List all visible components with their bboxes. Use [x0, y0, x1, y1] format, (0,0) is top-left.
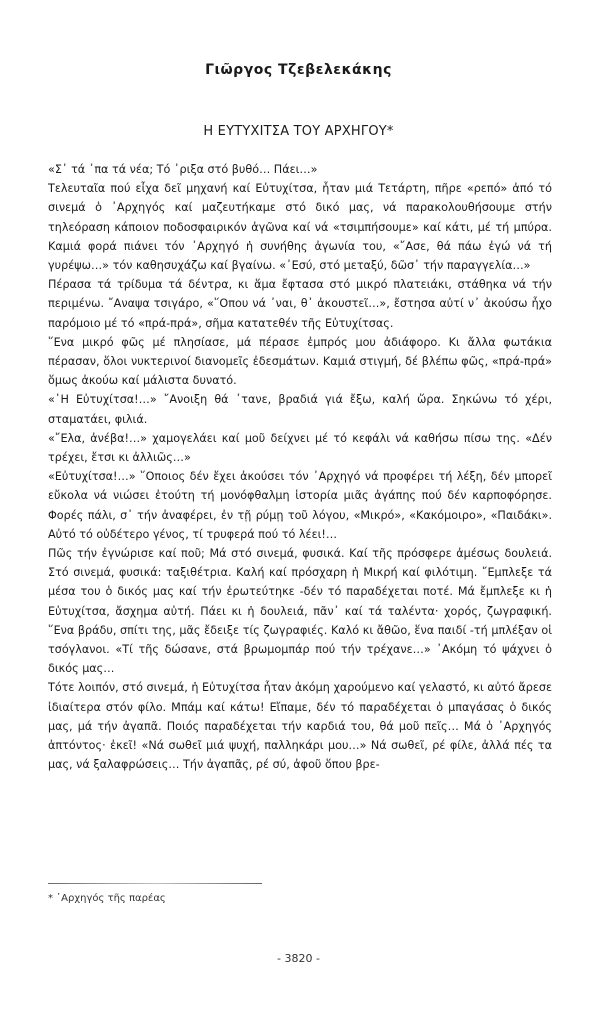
paragraph: Τότε λοιπόν, στό σινεμά, ἡ Εὐτυχίτσα ἦταν ἀκόμη χαρούμενο καί γελαστό, κι αὐτό ἄρεσε ἰδιαίτερα στόν φίλο. Μπάμ καί κάτω! Εἴπαμε, δέν τό παραδέχεται ὁ μπαγάσας ὁ δικός μας, μά τήν ἀγαπᾶ. Ποιός παραδέχεται τήν καρδιά του, θά μοῦ πεῖς… Μά ὁ ᾽Αρχηγός ἀπτόντος· ἐκεῖ! «Νά σωθεῖ μιά ψυχή, παλληκάρι μου…» Νά σωθεῖ, ρέ φίλε, ἀλλά πές τα μας, νά ξαλαφρώσεις… Τήν ἀγαπᾶς, ρέ σύ, ἀφοῦ ὅπου βρε- [48, 681, 552, 772]
paragraph: «῎Ελα, ἀνέβα!…» χαμογελάει καί μοῦ δείχνει μέ τό κεφάλι νά καθήσω πίσω της. «Δέν τρέχει, ἔτσι κι ἀλλιῶς…» [48, 431, 552, 465]
footnote-divider [48, 883, 262, 884]
paragraph: Πῶς τήν ἐγνώρισε καί ποῦ; Μά στό σινεμά, φυσικά. Καί τῆς πρόσφερε ἀμέσως δουλειά. Στό σινεμά, φυσικά: ταξιθέτρια. Καλή καί πρόσχαρη ἡ Μικρή καί φιλότιμη. ῎Εμπλεξε τά μέσα του ὁ δικός μας καί τήν ἐρωτεύτηκε -δέν τό παραδέχεται ποτέ. Μά ἔμπλεξε κι ἡ Εὐτυχίτσα, ἄσχημα αὐτή. Πάει κι ἡ δουλειά, πᾶν᾽ καί τά ταλέντα· χορός, ζωγραφική. ῞Ενα βράδυ, σπίτι της, μᾶς ἔδειξε τίς ζωγραφιές. Καλό κι ἄθῶο, ἕνα παιδί -τή μπλέξαν οἱ τσόγλανοι. «Τί τῆς δώσανε, στά βρωμομπάρ πού τήν τρέχανε…» ᾽Ακόμη τό ψάχνει ὁ δικός μας… [48, 547, 552, 676]
paragraph: «Εὐτυχίτσα!…» ῞Οποιος δέν ἔχει ἀκούσει τόν ᾽Αρχηγό νά προφέρει τή λέξη, δέν μπορεῖ εὔκολα νά νιώσει ἐτούτη τή μονόφθαλμη ἱστορία μιᾶς ἀγάπης πού δέν καρποφόρησε. Φορές πάλι, σ᾽ τήν ἀναφέρει, ἐν τῇ ρύμῃ τοῦ λόγου, «Μικρό», «Κακόμοιρο», «Παιδάκι». Αὐτό τό οὐδέτερο γένος, τί τρυφερά πού τό λέει!… [48, 470, 552, 541]
story-body [48, 160, 552, 775]
paragraph: ῞Ενα μικρό φῶς μέ πλησίασε, μά πέρασε ἐμπρός μου ἀδιάφορο. Κι ἄλλα φωτάκια πέρασαν, ὅλοι νυκτερινοί διανομεῖς ἐδεσμάτων. Καμιά στιγμή, δέ βλέπω φῶς, «πρά-πρά» ὅμως ἀκούω καί μάλιστα δυνατό. [48, 335, 552, 388]
paragraph: «Σ᾽ τά ᾽πα τά νέα; Τό ᾽ριξα στό βυθό… Πάει…» [48, 163, 318, 176]
story-title: Η ΕΥΤΥΧΙΤΣΑ ΤΟΥ ΑΡΧΗΓΟΥ* [203, 124, 394, 139]
footnote: * ᾽Αρχηγός τῆς παρέας [48, 893, 166, 904]
author-name: Γιῶργος Τζεβελεκάκης [205, 62, 392, 78]
page-number: - 3820 - [277, 952, 320, 965]
paragraph: Πέρασα τά τρίδυμα τά δέντρα, κι ἅμα ἔφτασα στό μικρό πλατειάκι, στάθηκα νά τήν περιμένω. ῎Αναψα τσιγάρο, «῞Οπου νά ᾽ναι, θ᾽ ἀκουστεῖ…», ἔστησα αὐτί ν᾽ ἀκούσω ἦχο παρόμοιο μέ τό «πρά-πρά», σῆμα κατατεθέν τῆς Εὐτυχίτσας. [48, 278, 552, 330]
paragraph: Τελευταῖα πού εἶχα δεῖ μηχανή καί Εὐτυχίτσα, ἦταν μιά Τετάρτη, πῆρε «ρεπό» ἀπό τό σινεμά ὁ ᾽Αρχηγός καί μαζευτήκαμε στό δικό μας, νά παρακολουθήσουμε στήν τηλεόραση κάποιον ποδοσφαιρικόν ἀγῶνα καί νά «τσιμπήσουμε» καί κάτι, μέ τή μπύρα. Καμιά φορά πιάνει τόν ᾽Αρχηγό ἡ συνήθης ἀγωνία του, «῎Ασε, θά πάω ἐγώ νά τή γυρέψω…» τόν καθησυχάζω καί βγαίνω. «᾽Εσύ, στό μεταξύ, δῶσ᾽ τήν παραγγελία…» [48, 182, 552, 273]
paragraph: «῾Η Εὐτυχίτσα!…» ῎Ανοιξη θά ᾽τανε, βραδιά γιά ἔξω, καλή ὥρα. Σηκώνω τό χέρι, σταματάει, φιλιά. [48, 393, 552, 426]
